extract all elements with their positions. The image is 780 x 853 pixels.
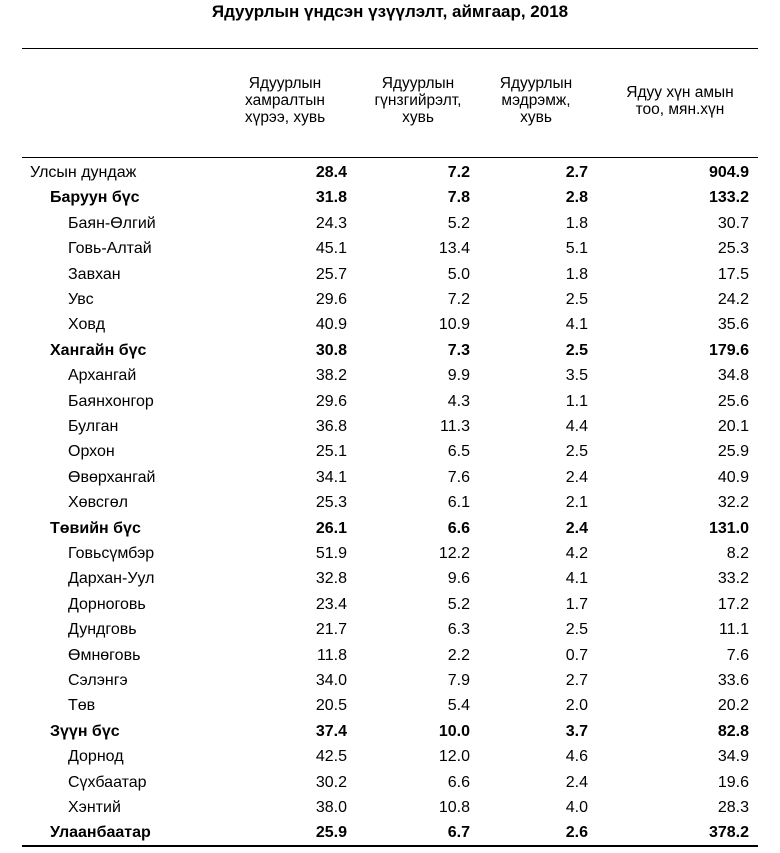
cell-value: 8.2: [726, 545, 749, 562]
cell-value: 6.6: [447, 519, 470, 537]
cell-value: 30.7: [717, 214, 749, 232]
cell-value: 13.4: [438, 240, 470, 258]
cell-value: 5.2: [447, 214, 470, 232]
cell-value: 21.7: [315, 621, 347, 639]
row-label: Дундговь: [68, 621, 137, 639]
cell-value: 7.6: [726, 646, 749, 664]
table-row: [0, 312, 780, 337]
cell-value: 1.8: [565, 214, 588, 232]
header-line: хувь: [402, 109, 434, 126]
cell-value: 2.5: [565, 341, 588, 359]
cell-value: 131.0: [708, 519, 749, 537]
cell-value: 7.8: [447, 189, 470, 207]
cell-value: 5.2: [447, 595, 470, 613]
cell-value: 2.2: [447, 646, 470, 664]
row-label: Баруун бүс: [50, 189, 140, 207]
table-row: [0, 389, 780, 414]
cell-value: 25.3: [717, 240, 749, 258]
cell-value: 2.0: [565, 697, 588, 715]
cell-value: 17.5: [717, 265, 749, 283]
table-row: [0, 617, 780, 642]
cell-value: 2.4: [565, 468, 588, 486]
cell-value: 1.8: [565, 265, 588, 283]
cell-value: 2.4: [565, 519, 588, 537]
cell-value: 82.8: [717, 722, 749, 740]
row-label: Баянхонгор: [68, 392, 154, 410]
cell-value: 24.2: [717, 291, 749, 308]
table-row: [0, 541, 780, 566]
row-label: Хангайн бүс: [50, 341, 147, 359]
cell-value: 29.6: [315, 291, 347, 308]
cell-value: 7.6: [447, 468, 470, 486]
cell-value: 19.6: [717, 773, 749, 791]
cell-value: 0.7: [565, 646, 588, 664]
header-line: Ядуурлын: [248, 75, 322, 92]
cell-value: 7.2: [447, 291, 470, 308]
cell-value: 11.8: [317, 646, 347, 664]
table-row: [0, 592, 780, 617]
cell-value: 1.7: [565, 595, 588, 613]
header-line: Ядуурлын: [499, 75, 573, 92]
cell-value: 31.8: [315, 189, 347, 207]
cell-value: 179.6: [708, 341, 749, 359]
cell-value: 5.1: [565, 240, 588, 258]
table-row: [0, 820, 780, 845]
header-line: хувь: [520, 109, 552, 126]
cell-value: 10.9: [438, 316, 470, 334]
cell-value: 17.2: [717, 595, 749, 613]
table-row: [0, 795, 780, 820]
cell-value: 12.2: [438, 545, 470, 562]
cell-value: 2.8: [565, 189, 588, 207]
table-row: [0, 566, 780, 591]
cell-value: 26.1: [315, 519, 347, 537]
row-label: Баян-Өлгий: [68, 214, 156, 232]
cell-value: 23.4: [315, 595, 347, 613]
table-row: [0, 363, 780, 388]
table-row: [0, 338, 780, 363]
cell-value: 7.9: [447, 672, 470, 689]
header-line: Ядуу хүн амын: [626, 84, 734, 101]
cell-value: 25.9: [315, 824, 347, 842]
table-row: [0, 668, 780, 693]
header-line: мэдрэмж,: [501, 92, 571, 109]
cell-value: 12.0: [438, 748, 470, 766]
table-row: [0, 465, 780, 490]
table-row: [0, 770, 780, 795]
row-label: Төвийн бүс: [50, 519, 141, 537]
row-label: Сэлэнгэ: [68, 672, 128, 689]
cell-value: 20.5: [315, 697, 347, 715]
row-label: Ховд: [68, 316, 106, 334]
cell-value: 4.4: [565, 418, 588, 435]
row-label: Өмнөговь: [68, 646, 141, 664]
cell-value: 4.1: [565, 316, 588, 334]
table-row: [0, 236, 780, 261]
row-label: Говьсүмбэр: [68, 545, 155, 562]
row-label: Орхон: [68, 443, 115, 461]
row-label: Архангай: [68, 367, 137, 385]
cell-value: 28.4: [315, 164, 347, 181]
cell-value: 29.6: [315, 392, 347, 410]
cell-value: 33.2: [717, 570, 749, 588]
cell-value: 25.1: [315, 443, 347, 461]
cell-value: 24.3: [315, 214, 347, 232]
header-poverty-severity: [480, 75, 592, 126]
cell-value: 42.5: [315, 748, 347, 766]
cell-value: 4.2: [565, 545, 588, 562]
table-title: Ядуурлын үндсэн үзүүлэлт, аймгаар, 2018: [211, 2, 569, 21]
cell-value: 37.4: [315, 722, 347, 740]
table-row: [0, 693, 780, 718]
table-row: [0, 516, 780, 541]
header-line: хүрээ, хувь: [244, 109, 326, 126]
cell-value: 6.3: [447, 621, 470, 639]
cell-value: 4.0: [565, 799, 588, 816]
cell-value: 6.6: [447, 773, 470, 791]
cell-value: 33.6: [717, 672, 749, 689]
cell-value: 38.2: [315, 367, 347, 385]
cell-value: 378.2: [708, 824, 749, 842]
cell-value: 32.8: [315, 570, 347, 588]
cell-value: 4.3: [447, 392, 470, 410]
cell-value: 34.8: [717, 367, 749, 385]
row-label: Өвөрхангай: [68, 468, 156, 486]
table-row: [0, 439, 780, 464]
header-line: Ядуурлын: [381, 75, 455, 92]
row-label: Хэнтий: [68, 799, 121, 816]
row-label: Дархан-Уул: [68, 570, 155, 588]
cell-value: 32.2: [717, 494, 749, 512]
table-row: [0, 643, 780, 668]
cell-value: 40.9: [315, 316, 347, 334]
top-rule: [22, 48, 758, 49]
header-poverty-gap: [355, 75, 481, 126]
cell-value: 34.1: [315, 468, 347, 486]
table-row: [0, 287, 780, 312]
header-rule: [22, 157, 758, 158]
cell-value: 28.3: [717, 799, 749, 816]
cell-value: 7.3: [447, 341, 470, 359]
cell-value: 3.5: [565, 367, 588, 385]
row-label: Улсын дундаж: [30, 164, 137, 181]
cell-value: 10.8: [438, 799, 470, 816]
cell-value: 2.7: [565, 164, 588, 181]
table-row: [0, 744, 780, 769]
row-label: Дорноговь: [68, 595, 146, 613]
cell-value: 30.2: [315, 773, 347, 791]
header-line: хамралтын: [245, 92, 325, 109]
header-line: гүнзгийрэлт,: [374, 92, 462, 109]
cell-value: 25.6: [717, 392, 749, 410]
cell-value: 4.6: [565, 748, 588, 766]
row-label: Сүхбаатар: [68, 773, 147, 791]
table-row: [0, 160, 780, 185]
row-label: Завхан: [68, 265, 121, 283]
table-row: [0, 414, 780, 439]
cell-value: 4.1: [565, 570, 588, 588]
cell-value: 40.9: [717, 468, 749, 486]
header-line: тоо, мян.хүн: [635, 101, 725, 118]
cell-value: 6.5: [447, 443, 470, 461]
cell-value: 2.7: [565, 672, 588, 689]
row-label: Дорнод: [68, 748, 124, 766]
cell-value: 35.6: [717, 316, 749, 334]
cell-value: 5.4: [447, 697, 470, 715]
cell-value: 9.6: [447, 570, 470, 588]
row-label: Хөвсгөл: [68, 494, 128, 512]
table-row: [0, 211, 780, 236]
cell-value: 10.0: [438, 722, 470, 740]
cell-value: 1.1: [565, 392, 588, 410]
row-label: Төв: [68, 697, 96, 715]
row-label: Зүүн бүс: [50, 722, 120, 740]
cell-value: 25.3: [315, 494, 347, 512]
row-label: Увс: [68, 291, 94, 308]
cell-value: 6.7: [447, 824, 470, 842]
cell-value: 45.1: [315, 240, 347, 258]
cell-value: 5.0: [447, 265, 470, 283]
table-row: [0, 185, 780, 210]
cell-value: 2.6: [565, 824, 588, 842]
cell-value: 2.1: [565, 494, 588, 512]
row-label: Говь-Алтай: [68, 240, 152, 258]
header-poor-population: [600, 84, 760, 118]
cell-value: 11.3: [440, 418, 470, 435]
table-row: [0, 262, 780, 287]
cell-value: 9.9: [447, 367, 470, 385]
cell-value: 2.4: [565, 773, 588, 791]
header-poverty-headcount: [222, 75, 348, 126]
cell-value: 30.8: [315, 341, 347, 359]
cell-value: 2.5: [565, 621, 588, 639]
cell-value: 11.1: [719, 621, 749, 639]
cell-value: 25.9: [717, 443, 749, 461]
cell-value: 2.5: [565, 443, 588, 461]
row-label: Улаанбаатар: [50, 824, 151, 842]
cell-value: 36.8: [315, 418, 347, 435]
cell-value: 34.9: [717, 748, 749, 766]
cell-value: 133.2: [708, 189, 749, 207]
cell-value: 25.7: [315, 265, 347, 283]
table-row: [0, 719, 780, 744]
cell-value: 3.7: [565, 722, 588, 740]
cell-value: 6.1: [447, 494, 470, 512]
cell-value: 20.1: [717, 418, 749, 435]
cell-value: 34.0: [315, 672, 347, 689]
cell-value: 38.0: [315, 799, 347, 816]
table-row: [0, 490, 780, 515]
cell-value: 2.5: [565, 291, 588, 308]
cell-value: 51.9: [315, 545, 347, 562]
bottom-rule: [22, 845, 758, 847]
cell-value: 7.2: [447, 164, 470, 181]
cell-value: 904.9: [708, 164, 749, 181]
cell-value: 20.2: [717, 697, 749, 715]
row-label: Булган: [68, 418, 119, 435]
